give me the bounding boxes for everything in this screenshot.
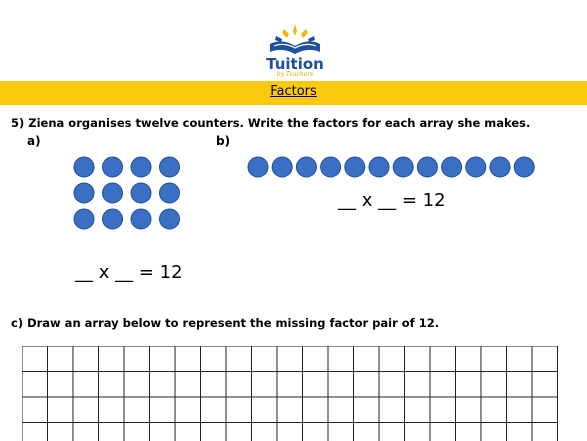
counter-b <box>442 157 462 177</box>
counter-b <box>466 157 486 177</box>
question-text: 5) Ziena organises twelve counters. Write the factors for each array she makes. <box>11 116 531 130</box>
counter-a <box>131 209 151 229</box>
array-b <box>244 152 544 182</box>
counter-b <box>369 157 389 177</box>
counter-a <box>74 209 94 229</box>
drawing-grid[interactable] <box>22 346 562 441</box>
counter-b <box>345 157 365 177</box>
counter-a <box>160 183 180 203</box>
logo-subtitle: by Teachers <box>276 71 314 78</box>
counter-b <box>490 157 510 177</box>
counter-b <box>417 157 437 177</box>
page-title: Factors <box>270 84 317 99</box>
counter-a <box>160 209 180 229</box>
counter-a <box>74 183 94 203</box>
counter-b <box>248 157 268 177</box>
counter-b <box>514 157 534 177</box>
equation-b: __ x __ = 12 <box>338 190 446 211</box>
counter-b <box>393 157 413 177</box>
part-a-label: a) <box>27 134 41 148</box>
title-banner <box>0 81 587 105</box>
book-icon <box>262 22 328 58</box>
counter-a <box>160 157 180 177</box>
tuition-logo <box>262 22 328 80</box>
counter-a <box>131 183 151 203</box>
array-a <box>70 153 190 233</box>
equation-a: __ x __ = 12 <box>75 262 183 283</box>
counter-a <box>131 157 151 177</box>
counter-a <box>103 183 123 203</box>
counter-a <box>74 157 94 177</box>
logo-word: Tuition <box>266 55 324 73</box>
part-c-text: c) Draw an array below to represent the missing factor pair of 12. <box>11 316 440 330</box>
counter-a <box>103 157 123 177</box>
counter-a <box>103 209 123 229</box>
counter-b <box>296 157 316 177</box>
counter-b <box>272 157 292 177</box>
part-b-label: b) <box>216 134 231 148</box>
counter-b <box>321 157 341 177</box>
